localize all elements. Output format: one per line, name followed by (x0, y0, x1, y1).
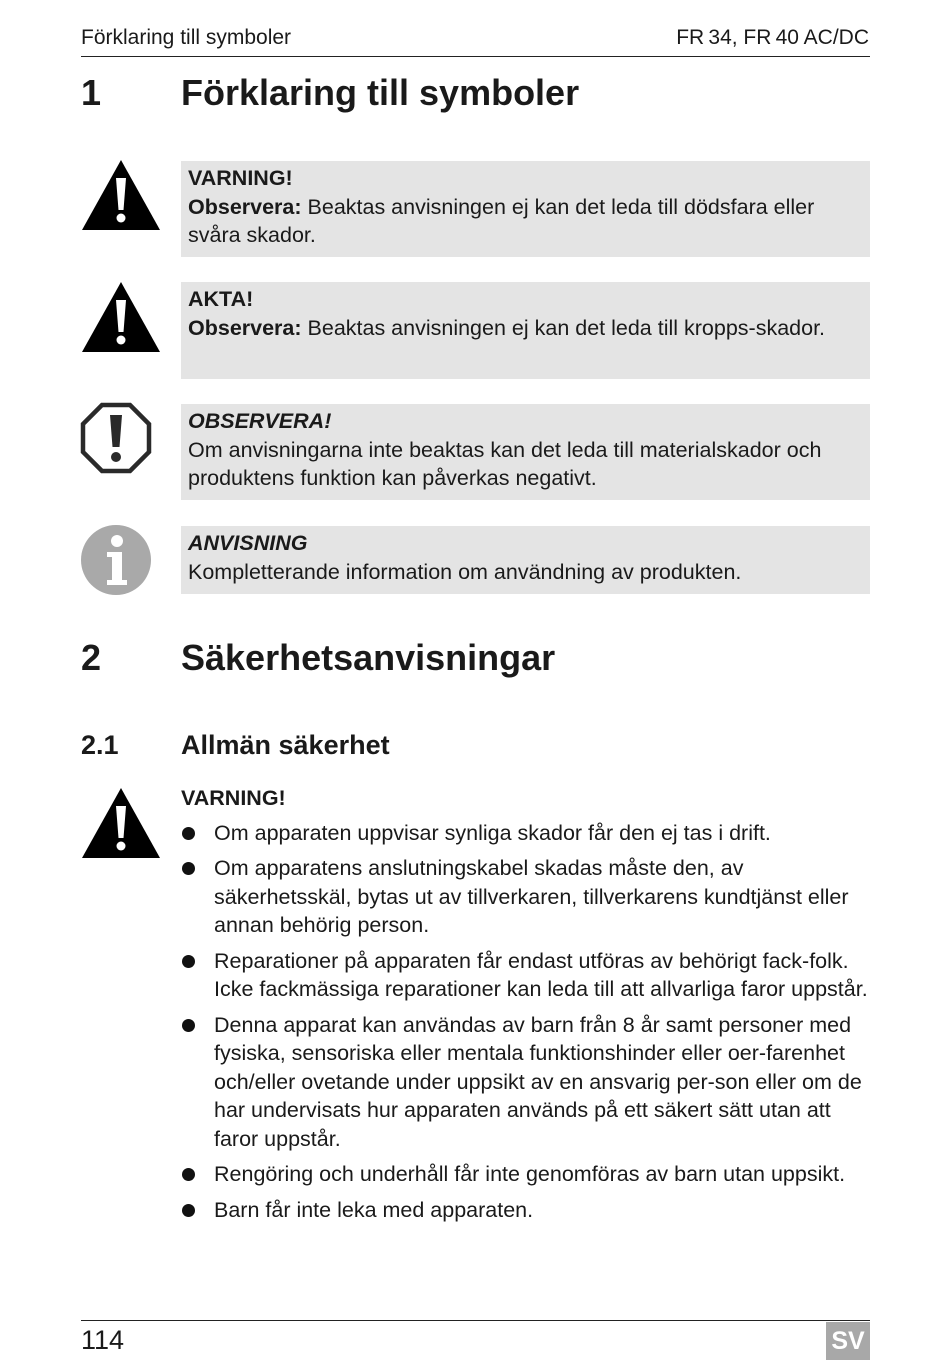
notice-text: Om anvisningarna inte beaktas kan det leda till materialskador och produktens funktion kan påverkas negativt. (188, 437, 822, 490)
notice-box-observera (181, 404, 870, 500)
list-item-text: Reparationer på apparaten får endast utföras av behörigt fack-folk. Icke fackmässiga reparationer kan leda till att allvarliga faror uppstår. (214, 948, 868, 1001)
list-item (181, 854, 870, 940)
warning-triangle-icon (80, 158, 162, 232)
section-1-title: Förklaring till symboler (181, 72, 580, 113)
bullet-icon (182, 955, 195, 968)
bullet-icon (182, 862, 195, 875)
bullet-icon (182, 827, 195, 840)
list-item-text: Om apparatens anslutningskabel skadas måste den, av säkerhetsskäl, bytas ut av tillverkaren, tillverkarens kundtjänst eller annan behörig person. (214, 856, 849, 937)
bullet-icon (182, 1168, 195, 1181)
section-2-title: Säkerhetsanvisningar (181, 637, 556, 678)
notice-lead: Observera: (188, 315, 302, 340)
page-number: 114 (81, 1325, 125, 1355)
notice-title: OBSERVERA! (188, 409, 332, 433)
list-item-text: Denna apparat kan användas av barn från 8 år samt personer med fysiska, sensoriska eller mentala funktionshinder eller oer-farenhet och/eller ovetande under uppsikt av en ansvarig per-son eller om de har undervisats hur apparaten används på ett säkert sätt utan att faror uppstår. (214, 1012, 862, 1151)
safety-warning-label: VARNING! (181, 786, 286, 810)
section-2-1-number: 2.1 (81, 730, 119, 760)
list-item (181, 1160, 870, 1189)
bullet-icon (182, 1204, 195, 1217)
notice-box-caution (181, 282, 870, 379)
section-2-1-title: Allmän säkerhet (181, 730, 390, 760)
notice-text: Beaktas anvisningen ej kan det leda till kropps-skador. (301, 315, 826, 340)
notice-octagon-icon (80, 402, 152, 474)
notice-text: Kompletterande information om användning av produkten. (188, 559, 742, 584)
section-1-number: 1 (81, 72, 102, 113)
notice-text: Beaktas anvisningen ej kan det leda till dödsfara eller svåra skador. (188, 194, 815, 247)
running-header-model: FR 34, FR 40 AC/DC (676, 26, 869, 49)
warning-triangle-icon (80, 786, 162, 860)
footer-rule (81, 1320, 870, 1321)
list-item (181, 1196, 870, 1225)
list-item-text: Barn får inte leka med apparaten. (214, 1197, 534, 1222)
list-item (181, 819, 870, 848)
caution-triangle-icon (80, 280, 162, 354)
list-item-text: Rengöring och underhåll får inte genomföras av barn utan uppsikt. (214, 1162, 846, 1186)
notice-lead: Observera: (188, 194, 302, 219)
header-rule (81, 56, 870, 57)
list-item-text: Om apparaten uppvisar synliga skador får den ej tas i drift. (214, 820, 771, 845)
list-item (181, 1011, 870, 1154)
list-item (181, 947, 870, 1004)
language-badge: SV (826, 1322, 870, 1360)
notice-title: VARNING! (188, 166, 293, 190)
notice-title: ANVISNING (188, 531, 308, 555)
notice-box-anvisning (181, 526, 870, 594)
section-2-number: 2 (81, 637, 102, 678)
safety-list (181, 784, 870, 1231)
running-header-title: Förklaring till symboler (81, 26, 292, 49)
info-circle-icon (80, 524, 152, 596)
notice-title: AKTA! (188, 287, 254, 311)
bullet-icon (182, 1019, 195, 1032)
notice-box-warning (181, 161, 870, 257)
